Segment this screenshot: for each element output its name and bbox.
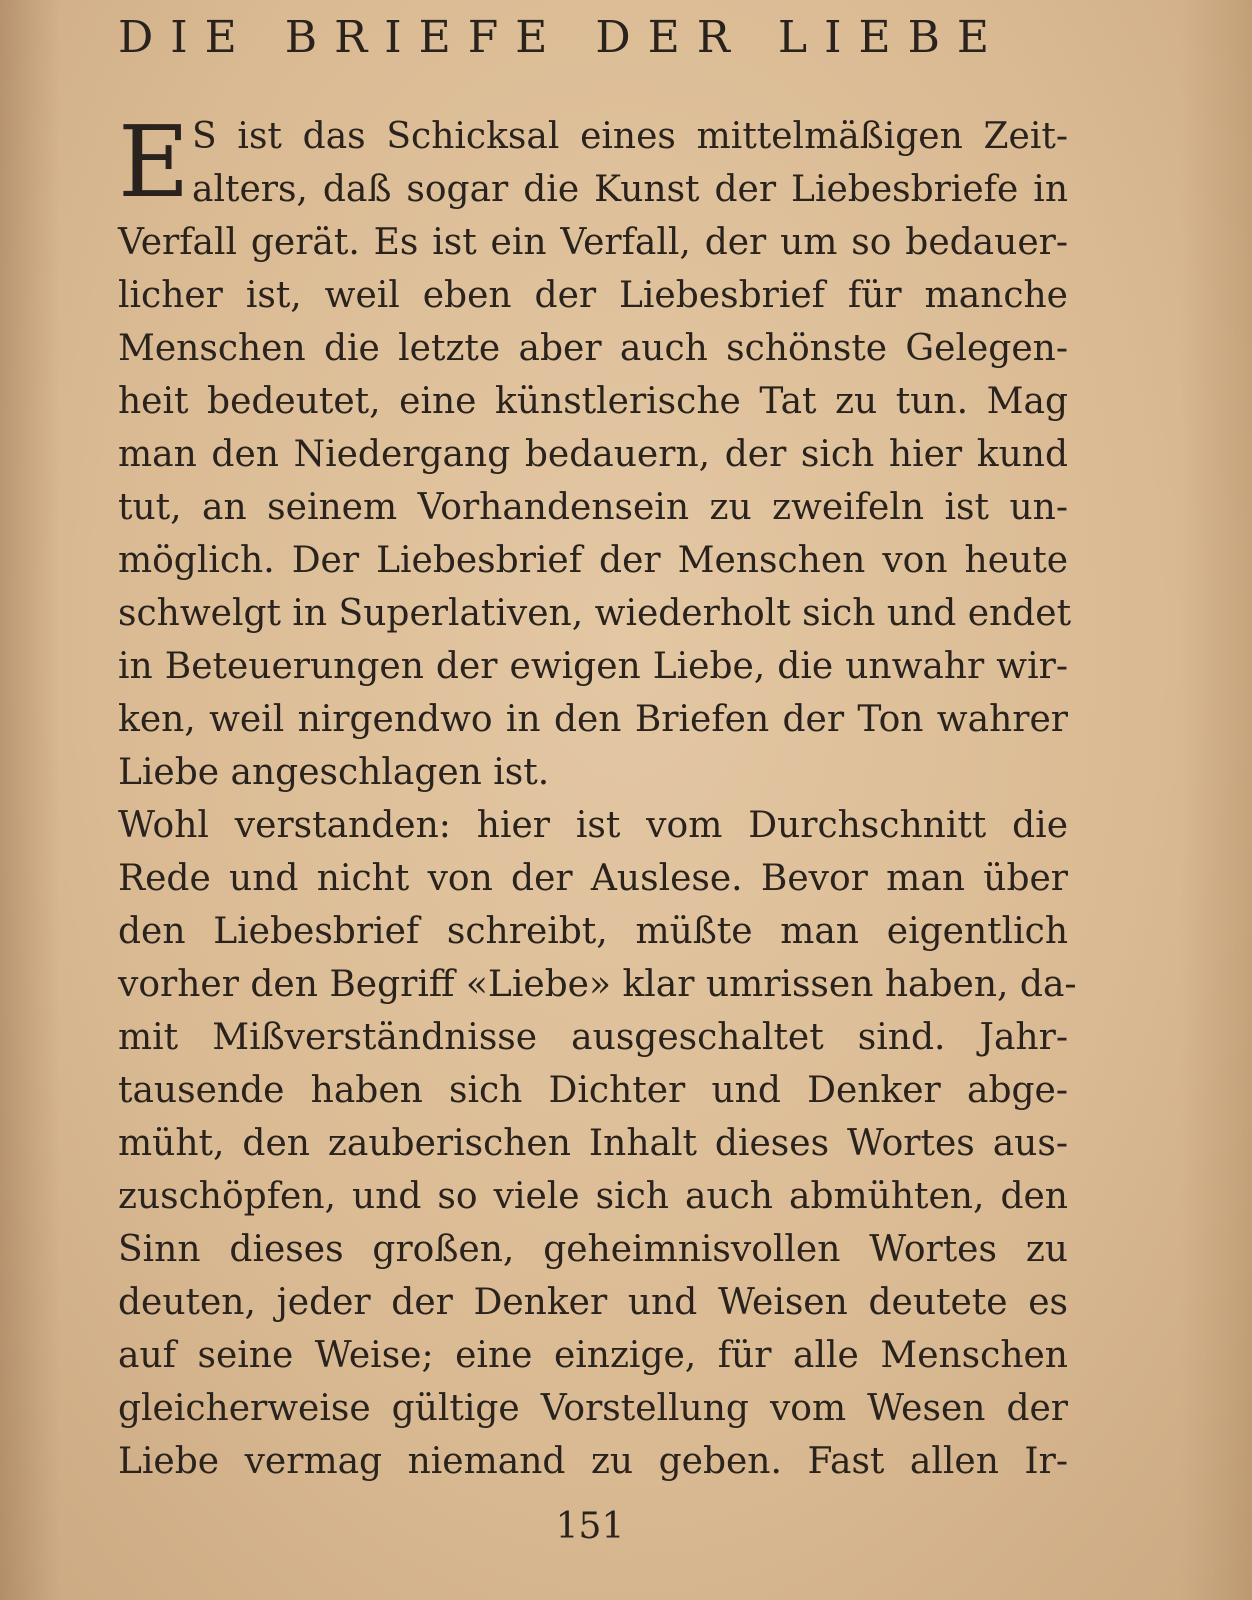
text-line: Verfall gerät. Es ist ein Verfall, der um so bedauer-: [118, 222, 1068, 263]
body-text: [118, 106, 1077, 1488]
text-line: tut, an seinem Vorhandensein zu zweifeln ist un-: [118, 487, 1068, 528]
text-line: ken, weil nirgendwo in den Briefen der Ton wahrer: [118, 699, 1068, 740]
text-line: Wohl verstanden: hier ist vom Durchschnitt die: [118, 805, 1068, 846]
text-line: schwelgt in Superlativen, wiederholt sich und endet: [118, 593, 1072, 634]
text-line: Sinn dieses großen, geheimnisvollen Wortes zu: [118, 1229, 1068, 1270]
text-line: vorher den Begriff «Liebe» klar umrissen haben, da-: [118, 964, 1077, 1005]
text-line: Rede und nicht von der Auslese. Bevor man über: [118, 858, 1068, 899]
text-line: heit bedeutet, eine künstlerische Tat zu tun. Mag: [118, 381, 1068, 422]
text-line: S ist das Schicksal eines mittelmäßigen Zeit-: [192, 116, 1068, 157]
text-line: man den Niedergang bedauern, der sich hier kund: [118, 434, 1068, 475]
text-line: Menschen die letzte aber auch schönste Gelegen-: [118, 328, 1068, 369]
text-line: deuten, jeder der Denker und Weisen deutete es: [118, 1282, 1068, 1323]
text-line: in Beteuerungen der ewigen Liebe, die unwahr wir-: [118, 646, 1068, 687]
text-line: möglich. Der Liebesbrief der Menschen von heute: [118, 540, 1068, 581]
text-line: alters, daß sogar die Kunst der Liebesbriefe in: [192, 169, 1068, 210]
page-number: 151: [555, 1506, 625, 1547]
text-line: zuschöpfen, und so viele sich auch abmühten, den: [118, 1176, 1068, 1217]
text-line: licher ist, weil eben der Liebesbrief für manche: [118, 275, 1068, 316]
text-line: gleicherweise gültige Vorstellung vom Wesen der: [118, 1388, 1068, 1429]
text-line: müht, den zauberischen Inhalt dieses Wortes aus-: [118, 1123, 1068, 1164]
text-line: Liebe angeschlagen ist.: [118, 752, 550, 793]
text-line: den Liebesbrief schreibt, müßte man eigentlich: [118, 911, 1068, 952]
drop-cap: E: [118, 106, 190, 220]
running-head: DIE BRIEFE DER LIEBE: [118, 12, 1007, 63]
text-line: auf seine Weise; eine einzige, für alle Menschen: [118, 1335, 1068, 1376]
text-line: Liebe vermag niemand zu geben. Fast allen Ir-: [118, 1441, 1068, 1482]
text-line: tausende haben sich Dichter und Denker abge-: [118, 1070, 1068, 1111]
opening-paragraph-start: [118, 106, 1068, 220]
text-line: mit Mißverständnisse ausgeschaltet sind. Jahr-: [118, 1017, 1068, 1058]
